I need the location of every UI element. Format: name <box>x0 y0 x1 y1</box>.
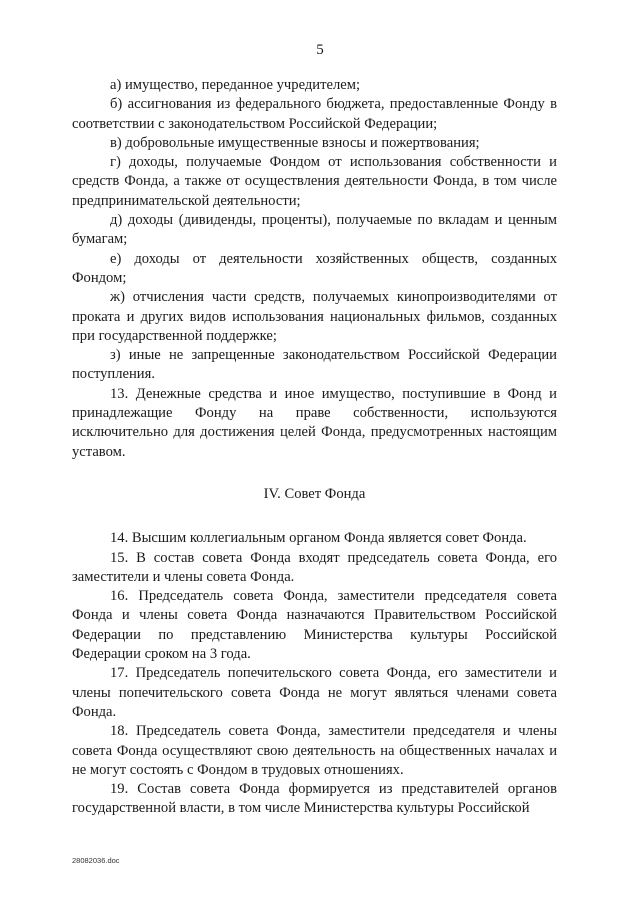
section-heading: IV. Совет Фонда <box>263 485 366 502</box>
document-body <box>72 76 557 819</box>
paragraph-15: 15. В состав совета Фонда входят председатель совета Фонда, его заместители и члены совета Фонда. <box>72 549 557 585</box>
paragraph-19: 19. Состав совета Фонда формируется из представителей органов государственной власти, в том числе Министерства культуры Российской <box>72 781 557 817</box>
paragraph-item-g: г) доходы, получаемые Фондом от использования собственности и средств Фонда, а также от осуществления деятельности Фонда, в том числе предпринимательской деятельности; <box>72 154 557 209</box>
paragraph-item-b: б) ассигнования из федерального бюджета, предоставленные Фонду в соответствии с законодательством Российской Федерации; <box>72 96 557 132</box>
paragraph-item-zh: ж) отчисления части средств, получаемых кинопроизводителями от проката и других видов использования национальных фильмов, созданных при государственной поддержке; <box>72 289 557 344</box>
paragraph-17: 17. Председатель попечительского совета Фонда, его заместители и члены попечительского совета Фонда не могут являться членами совета Фонда. <box>72 665 557 720</box>
paragraph-13: 13. Денежные средства и иное имущество, поступившие в Фонд и принадлежащие Фонду на праве собственности, используются исключительно для достижения целей Фонда, предусмотренных настоящим уставом. <box>72 385 557 460</box>
paragraph-item-e: е) доходы от деятельности хозяйственных обществ, созданных Фондом; <box>72 250 557 286</box>
paragraph-item-a: а) имущество, переданное учредителем; <box>110 77 360 93</box>
paragraph-18: 18. Председатель совета Фонда, заместители председателя и члены совета Фонда осуществляют свою деятельность на общественных началах и не могут состоять с Фондом в трудовых отношениях. <box>72 723 557 778</box>
paragraph-item-v: в) добровольные имущественные взносы и пожертвования; <box>110 134 480 151</box>
paragraph-14: 14. Высшим коллегиальным органом Фонда является совет Фонда. <box>110 530 527 547</box>
paragraph-item-z: з) иные не запрещенные законодательством Российской Федерации поступления. <box>72 347 557 383</box>
footer-filename: 28082036.doc <box>72 856 120 865</box>
paragraph-16: 16. Председатель совета Фонда, заместители председателя совета Фонда и члены совета Фонда назначаются Правительством Российской Федерации по представлению Министерства культуры Российской Федерации сроком на 3 года. <box>72 588 557 663</box>
paragraph-item-d: д) доходы (дивиденды, проценты), получаемые по вкладам и ценным бумагам; <box>72 212 557 248</box>
page-number: 5 <box>316 42 324 58</box>
